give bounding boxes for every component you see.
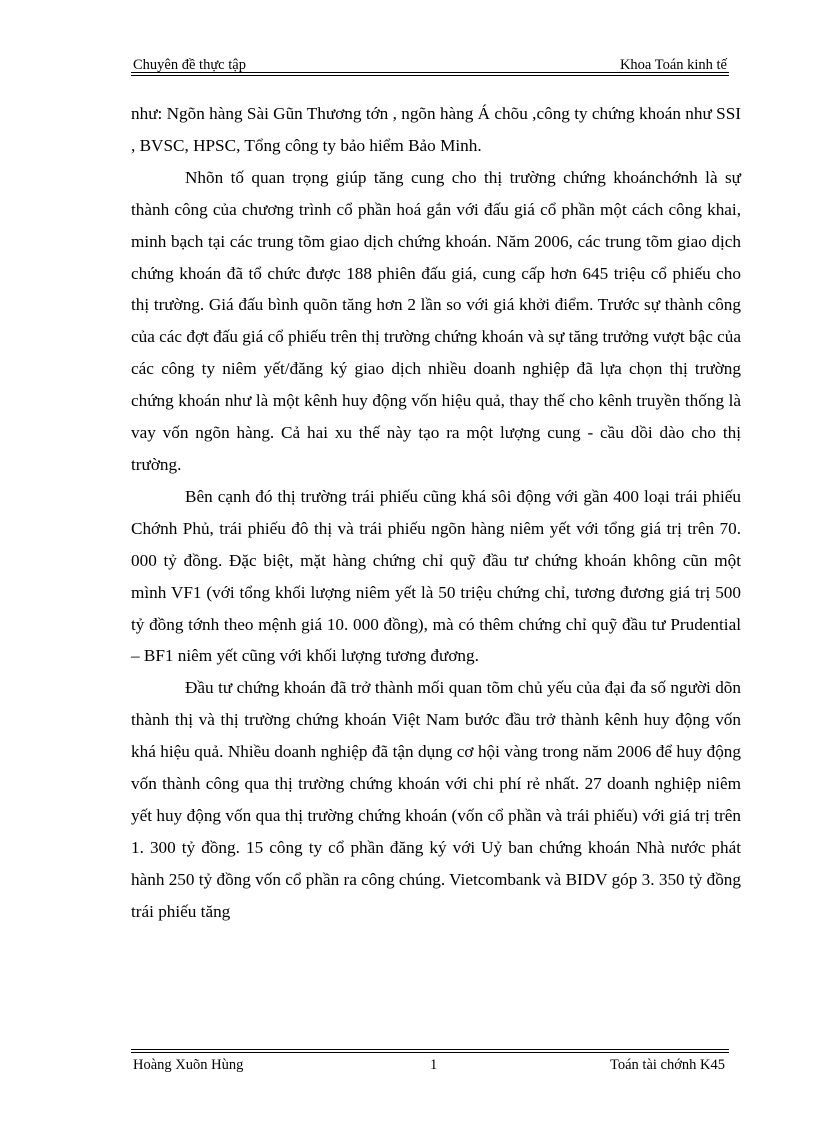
header-course-label: Chuyên đề thực tập (133, 57, 246, 73)
paragraph-continuation: như: Ngõn hàng Sài Gũn Thương tớn , ngõn hàng Á chõu ,công ty chứng khoán như SSI , BVSC, HPSC, Tổng công ty bảo hiểm Bảo Minh. (131, 104, 741, 155)
document-body (131, 98, 741, 928)
footer-class: Toán tài chớnh K45 (610, 1057, 725, 1073)
page-header (131, 54, 729, 74)
paragraph-bond-market: Bên cạnh đó thị trường trái phiếu cũng khá sôi động với gần 400 loại trái phiếu Chớnh Phủ, trái phiếu đô thị và trái phiếu ngõn hàng niêm yết với tổng giá trị trên 70. 000 tỷ đồng. Đặc biệt, mặt hàng chứng chỉ quỹ đầu tư chứng khoán không cũn một mình VF1 (với tổng khối lượng niêm yết là 50 triệu chứng chỉ, tương đương giá trị 500 tỷ đồng tớnh theo mệnh giá 10. 000 đồng), mà có thêm chứng chỉ quỹ đầu tư Prudential – BF1 niêm yết cũng với khối lượng tương đương. (131, 486, 741, 666)
footer-divider (131, 1049, 729, 1053)
footer-page-number: 1 (430, 1057, 438, 1073)
page-footer (131, 1054, 729, 1074)
paragraph-supply-factors: Nhõn tố quan trọng giúp tăng cung cho thị trường chứng khoánchớnh là sự thành công của chương trình cổ phần hoá gắn với đấu giá cổ phần một cách công khai, minh bạch tại các trung tõm giao dịch chứng khoán. Năm 2006, các trung tõm giao dịch chứng khoán đã tổ chức được 188 phiên đấu giá, cung cấp hơn 645 triệu cổ phiếu cho thị trường. Giá đấu bình quõn tăng hơn 2 lần so với giá khởi điểm. Trước sự thành công của các đợt đấu giá cổ phiếu trên thị trường chứng khoán và sự tăng trưởng vượt bậc của các công ty niêm yết/đăng ký giao dịch nhiều doanh nghiệp đã lựa chọn thị trường chứng khoán như là một kênh huy động vốn hiệu quả, thay thế cho kênh truyền thống là vay vốn ngõn hàng. Cả hai xu thế này tạo ra một lượng cung - cầu dồi dào cho thị trường. (131, 167, 741, 474)
header-divider (131, 72, 729, 76)
footer-author: Hoàng Xuõn Hùng (133, 1057, 244, 1073)
paragraph-investment: Đầu tư chứng khoán đã trở thành mối quan tõm chủ yếu của đại đa số người dõn thành thị và thị trường chứng khoán Việt Nam bước đầu trở thành kênh huy động vốn khá hiệu quả. Nhiều doanh nghiệp đã tận dụng cơ hội vàng trong năm 2006 để huy động vốn thành công qua thị trường chứng khoán với chi phí rẻ nhất. 27 doanh nghiệp niêm yết huy động vốn qua thị trường chứng khoán (vốn cổ phần và trái phiếu) với giá trị trên 1. 300 tỷ đồng. 15 công ty cổ phần đăng ký với Uỷ ban chứng khoán Nhà nước phát hành 250 tỷ đồng vốn cổ phần ra công chúng. Vietcombank và BIDV góp 3. 350 tỷ đồng trái phiếu tăng (131, 678, 741, 921)
header-faculty-label: Khoa Toán kinh tế (619, 57, 727, 73)
